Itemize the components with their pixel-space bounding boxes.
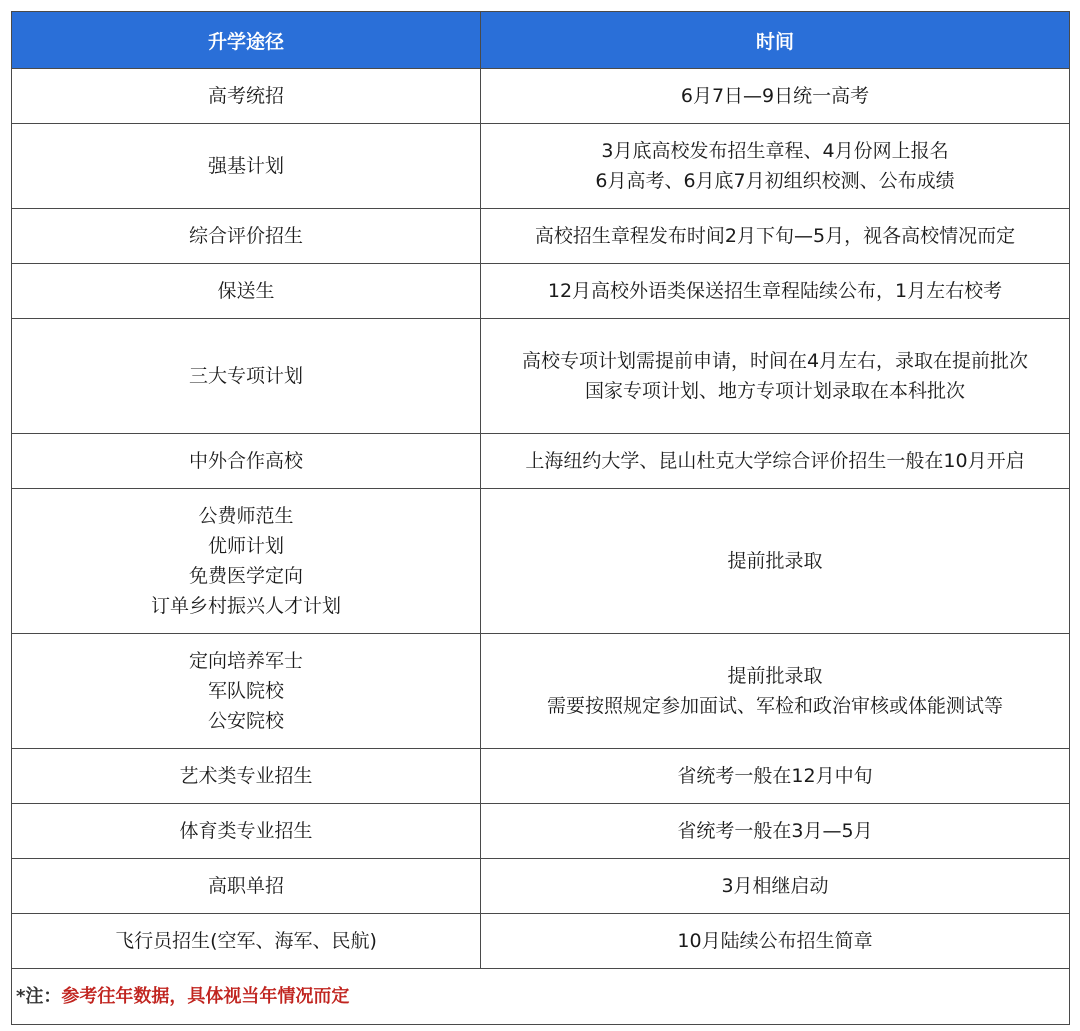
- time-text: 省统考一般在3月—5月: [677, 820, 873, 842]
- time-text: 高校专项计划需提前申请，时间在4月左右，录取在提前批次: [521, 350, 1029, 372]
- time-text: 提前批录取: [727, 550, 823, 572]
- time-text: 需要按照规定参加面试、军检和政治审核或体能测试等: [546, 695, 1003, 717]
- pathway-text: 飞行员招生(空军、海军、民航): [115, 930, 377, 952]
- note-text: 参考往年数据，具体视当年情况而定: [61, 985, 350, 1007]
- pathway-text: 公安院校: [207, 710, 284, 732]
- table-header-row: [12, 12, 1070, 69]
- table-row: [12, 69, 1070, 124]
- pathway-text: 艺术类专业招生: [179, 765, 313, 787]
- pathway-text: 定向培养军士: [188, 650, 303, 672]
- pathway-cell: [12, 124, 481, 209]
- table-row: [12, 264, 1070, 319]
- time-text: 3月相继启动: [721, 875, 829, 897]
- table-row: [12, 319, 1070, 434]
- header-pathway: 升学途径: [12, 12, 481, 69]
- time-text: 省统考一般在12月中旬: [677, 765, 873, 787]
- pathway-cell: [12, 489, 481, 634]
- table-row: [12, 859, 1070, 914]
- time-cell: [481, 264, 1070, 319]
- table-row: [12, 489, 1070, 634]
- admission-pathways-table: [11, 11, 1070, 1025]
- pathway-text: 公费师范生: [198, 505, 294, 527]
- pathway-text: 三大专项计划: [188, 365, 303, 387]
- table-row: [12, 124, 1070, 209]
- pathway-cell: [12, 914, 481, 969]
- time-cell: [481, 209, 1070, 264]
- pathway-text: 优师计划: [207, 535, 284, 557]
- time-text: 6月高考、6月底7月初组织校测、公布成绩: [595, 170, 955, 192]
- pathway-text: 高考统招: [207, 85, 284, 107]
- header-time: 时间: [481, 12, 1070, 69]
- table-row: [12, 209, 1070, 264]
- time-cell: [481, 804, 1070, 859]
- table-row: [12, 634, 1070, 749]
- table-row: [12, 804, 1070, 859]
- pathway-cell: [12, 634, 481, 749]
- note-prefix: *注：: [16, 985, 62, 1007]
- time-text: 6月7日—9日统一高考: [680, 85, 870, 107]
- pathway-text: 订单乡村振兴人才计划: [150, 595, 341, 617]
- time-cell: [481, 124, 1070, 209]
- time-text: 12月高校外语类保送招生章程陆续公布，1月左右校考: [547, 280, 1003, 302]
- note-cell: [12, 969, 1070, 1025]
- pathway-text: 中外合作高校: [188, 450, 303, 472]
- time-cell: [481, 69, 1070, 124]
- pathway-cell: [12, 749, 481, 804]
- note-row: [12, 969, 1070, 1025]
- table-row: [12, 914, 1070, 969]
- pathway-text: 保送生: [217, 280, 275, 302]
- admission-table-container: [11, 11, 1069, 1025]
- time-cell: [481, 859, 1070, 914]
- table-row: [12, 749, 1070, 804]
- pathway-cell: [12, 859, 481, 914]
- table-body: [12, 69, 1070, 1025]
- time-cell: [481, 749, 1070, 804]
- pathway-text: 强基计划: [207, 155, 284, 177]
- pathway-text: 体育类专业招生: [179, 820, 313, 842]
- time-text: 国家专项计划、地方专项计划录取在本科批次: [584, 380, 965, 402]
- time-cell: [481, 914, 1070, 969]
- table-row: [12, 434, 1070, 489]
- time-text: 提前批录取: [727, 665, 823, 687]
- pathway-text: 免费医学定向: [188, 565, 303, 587]
- time-text: 上海纽约大学、昆山杜克大学综合评价招生一般在10月开启: [525, 450, 1025, 472]
- pathway-cell: [12, 319, 481, 434]
- pathway-text: 综合评价招生: [188, 225, 303, 247]
- pathway-cell: [12, 804, 481, 859]
- time-text: 10月陆续公布招生简章: [677, 930, 873, 952]
- time-text: 3月底高校发布招生章程、4月份网上报名: [601, 140, 949, 162]
- pathway-cell: [12, 434, 481, 489]
- pathway-text: 军队院校: [207, 680, 284, 702]
- pathway-text: 高职单招: [207, 875, 284, 897]
- pathway-cell: [12, 69, 481, 124]
- pathway-cell: [12, 264, 481, 319]
- time-cell: [481, 634, 1070, 749]
- time-text: 高校招生章程发布时间2月下旬—5月，视各高校情况而定: [534, 225, 1016, 247]
- time-cell: [481, 489, 1070, 634]
- pathway-cell: [12, 209, 481, 264]
- time-cell: [481, 319, 1070, 434]
- time-cell: [481, 434, 1070, 489]
